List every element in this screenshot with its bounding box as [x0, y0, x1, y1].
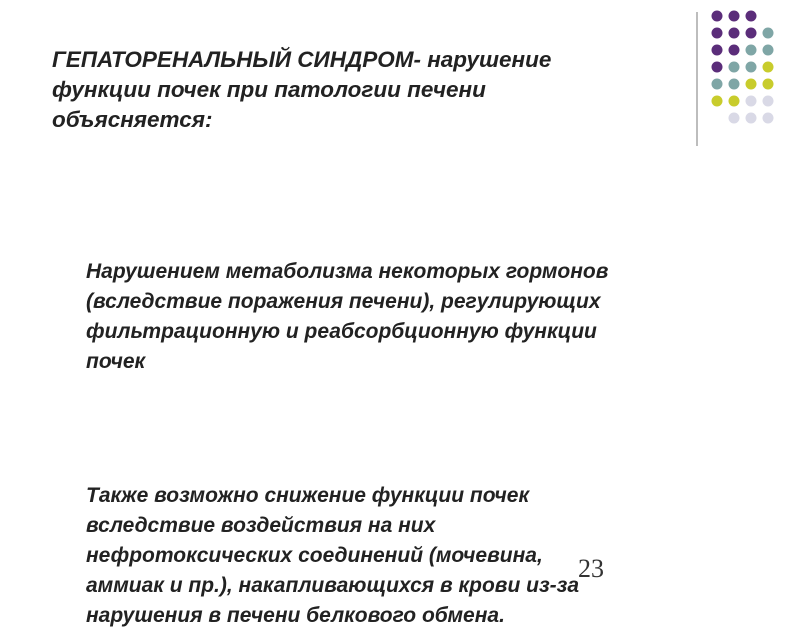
decorative-dot — [763, 62, 774, 73]
decorative-dot — [746, 79, 757, 90]
decorative-dot — [729, 45, 740, 56]
bullet-list — [52, 197, 752, 631]
decorative-dot — [712, 28, 723, 39]
bullet-text: Нарушением метаболизма некоторых гормонов (вследствие поражения печени), регулирующих фильтрационную и реабсорбционную функции почек — [86, 260, 609, 373]
decorative-dot — [763, 96, 774, 107]
decorative-dot — [712, 79, 723, 90]
decorative-dot — [712, 45, 723, 56]
decorative-dot — [746, 96, 757, 107]
decorative-dot — [729, 113, 740, 124]
decorative-dot — [763, 28, 774, 39]
decorative-dot — [712, 11, 723, 22]
decorative-dot — [712, 96, 723, 107]
decorative-dot — [729, 96, 740, 107]
slide-title: ГЕПАТОРЕНАЛЬНЫЙ СИНДРОМ- нарушение функции почек при патологии печени объясняется: — [52, 47, 552, 132]
decorative-dot — [712, 62, 723, 73]
decorative-dot — [746, 62, 757, 73]
page-number: 23 — [578, 554, 604, 583]
decorative-dot — [763, 113, 774, 124]
vertical-divider — [696, 12, 698, 146]
decorative-dot — [729, 79, 740, 90]
decorative-dot — [729, 11, 740, 22]
decorative-dot-grid — [710, 9, 776, 129]
decorative-dot — [763, 45, 774, 56]
decorative-dot — [746, 11, 757, 22]
decorative-dot — [746, 113, 757, 124]
decorative-dot — [746, 45, 757, 56]
bullet-text: Также возможно снижение функции почек вследствие воздействия на них нефротоксических соединений (мочевина, аммиак и пр.), накапливающихся в крови из-за нарушения в печени белкового обмена. — [86, 484, 580, 627]
decorative-dot — [729, 62, 740, 73]
decorative-dot — [746, 28, 757, 39]
decorative-dot — [729, 28, 740, 39]
bullet-item — [52, 197, 752, 377]
decorative-dot — [763, 79, 774, 90]
